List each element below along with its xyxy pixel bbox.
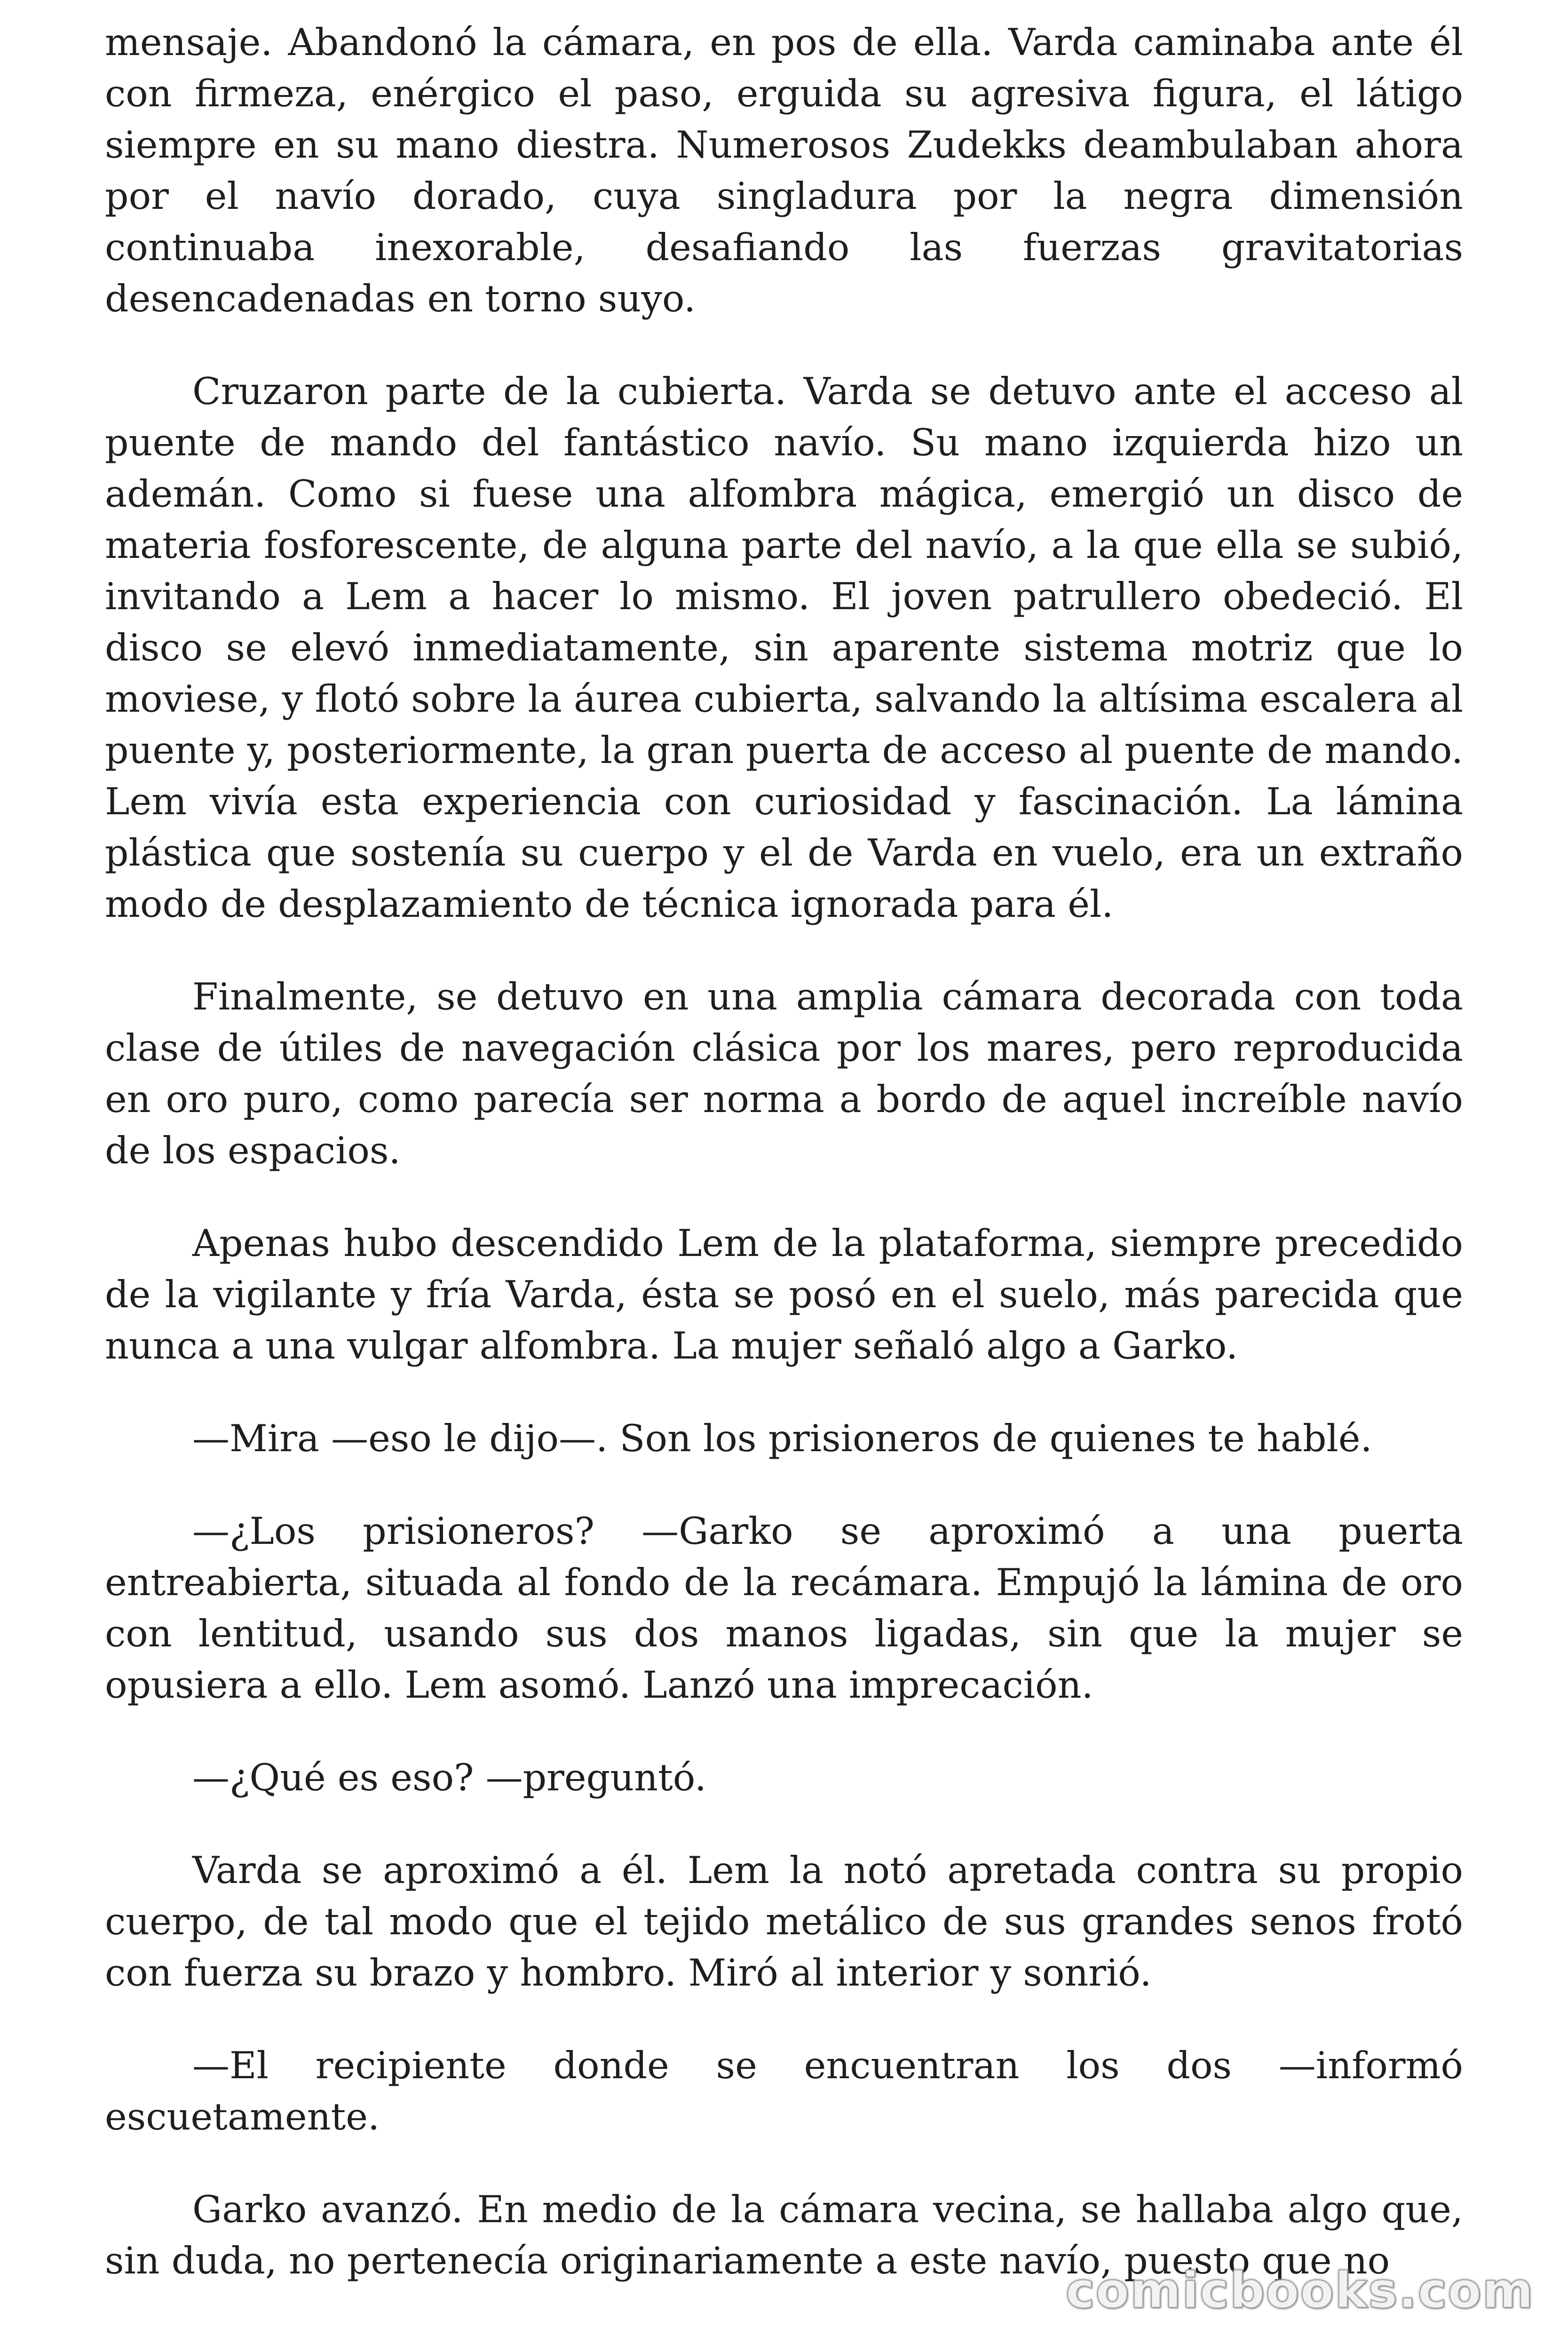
paragraph-5: —Mira —eso le dijo—. Son los prisioneros de quienes te hablé. — [192, 1417, 1372, 1460]
paragraph-1: mensaje. Abandonó la cámara, en pos de ella. Varda caminaba ante él con firmeza, enérgico el paso, erguida su agresiva figura, el látigo siempre en su mano diestra. Numerosos Zudekks deambulaban ahora por el navío dorado, cuya singladura por la negra dimensión continuaba inexorable, desafiando las fuerzas gravitatorias desencadenadas en torno suyo. — [105, 21, 1463, 320]
paragraph-4: Apenas hubo descendido Lem de la plataforma, siempre precedido de la vigilante y fría Varda, ésta se posó en el suelo, más parecida que nunca a una vulgar alfombra. La mujer señaló algo a Garko. — [105, 1222, 1463, 1367]
watermark-logo: comicbooks.com — [1065, 2262, 1534, 2319]
paragraph-8: Varda se aproximó a él. Lem la notó apretada contra su propio cuerpo, de tal modo que el tejido metálico de sus grandes senos frotó con fuerza su brazo y hombro. Miró al interior y sonrió. — [105, 1849, 1463, 1994]
paragraph-9: —El recipiente donde se encuentran los dos —informó escuetamente. — [105, 2044, 1463, 2138]
paragraph-3: Finalmente, se detuvo en una amplia cámara decorada con toda clase de útiles de navegación clásica por los mares, pero reproducida en oro puro, como parecía ser norma a bordo de aquel increíble navío de los espacios. — [105, 975, 1463, 1172]
paragraph-6: —¿Los prisioneros? —Garko se aproximó a una puerta entreabierta, situada al fondo de la recámara. Empujó la lámina de oro con lentitud, usando sus dos manos ligadas, sin que la mujer se opusiera a ello. Lem asomó. Lanzó una imprecación. — [105, 1510, 1463, 1707]
paragraph-2: Cruzaron parte de la cubierta. Varda se detuvo ante el acceso al puente de mando del fantástico navío. Su mano izquierda hizo un ademán. Como si fuese una alfombra mágica, emergió un disco de materia fosforescente, de alguna parte del navío, a la que ella se subió, invitando a Lem a hacer lo mismo. El joven patrullero obedeció. El disco se elevó inmediatamente, sin aparente sistema motriz que lo moviese, y flotó sobre la áurea cubierta, salvando la altísima escalera al puente y, posteriormente, la gran puerta de acceso al puente de mando. Lem vivía esta experiencia con curiosidad y fascinación. La lámina plástica que sostenía su cuerpo y el de Varda en vuelo, era un extraño modo de desplazamiento de técnica ignorada para él. — [105, 370, 1464, 926]
book-page — [105, 17, 1463, 2287]
paragraph-10: Garko avanzó. En medio de la cámara vecina, se hallaba algo que, sin duda, no pertenecía originariamente a este navío, puesto que no — [105, 2188, 1463, 2282]
paragraph-7: —¿Qué es eso? —preguntó. — [192, 1756, 707, 1799]
